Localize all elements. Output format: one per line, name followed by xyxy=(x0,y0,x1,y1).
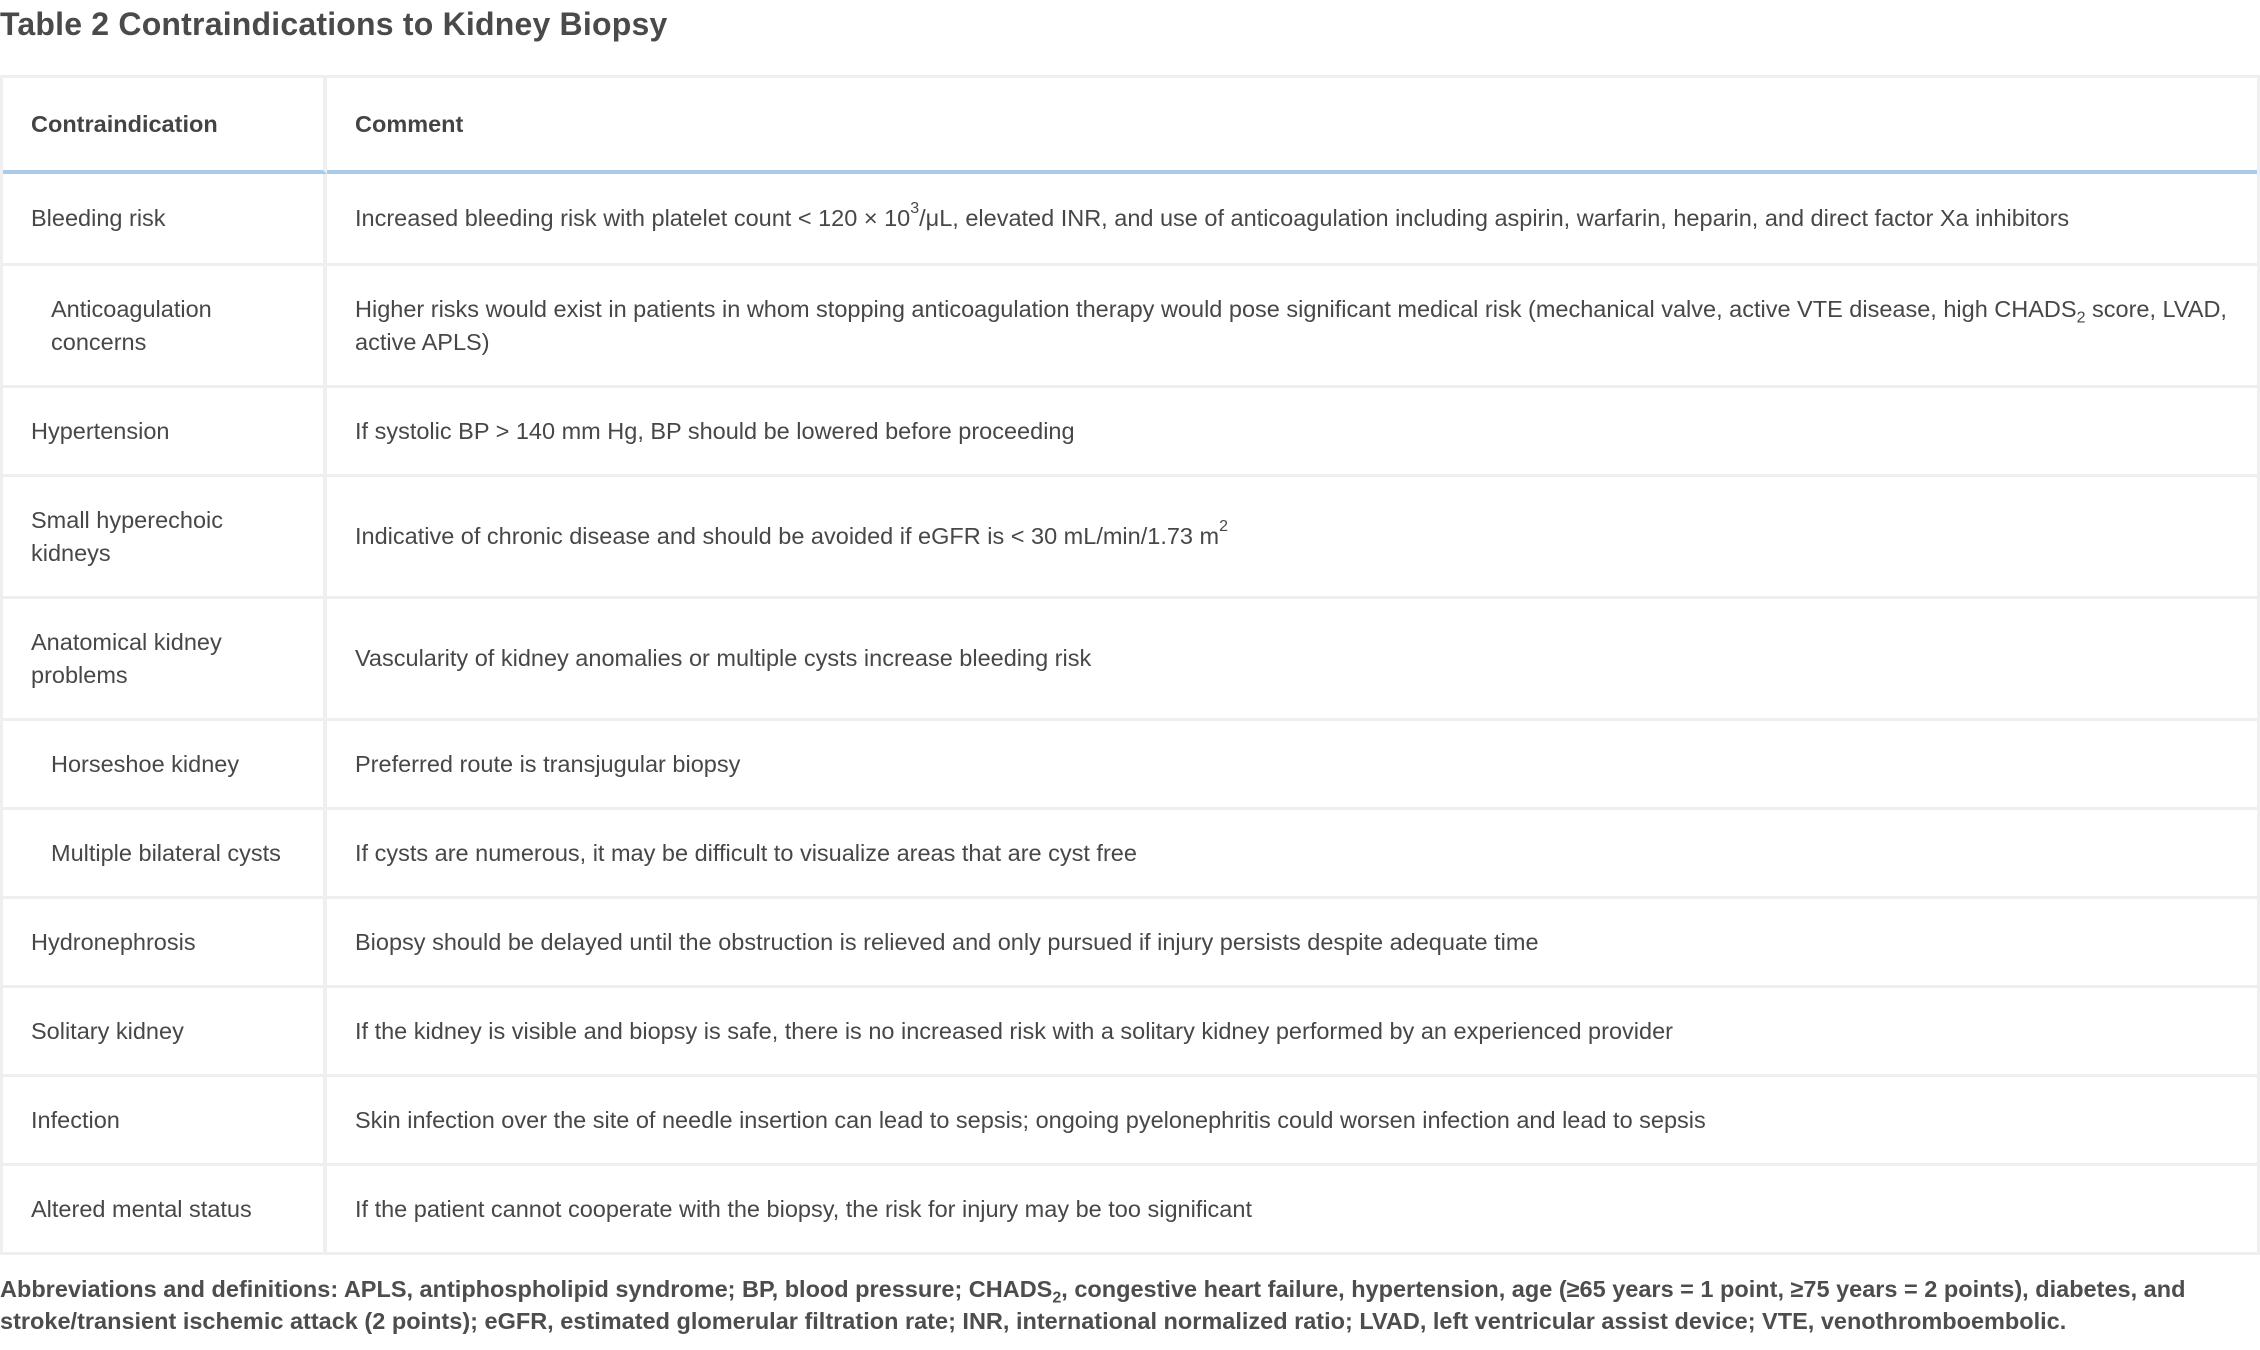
comment-cell: If systolic BP > 140 mm Hg, BP should be lowered before proceeding xyxy=(327,385,2257,474)
table-row xyxy=(3,596,2257,718)
contraindication-cell: Anatomical kidney problems xyxy=(3,596,327,718)
contraindication-cell: Anticoagulation concerns xyxy=(3,263,327,385)
comment-text: Higher risks would exist in patients in whom stopping anticoagulation therapy would pose significant medical risk (mechanical valve, active VTE disease, high CHADS xyxy=(355,295,2077,322)
comment-cell: Skin infection over the site of needle insertion can lead to sepsis; ongoing pyelonephritis could worsen infection and lead to sepsis xyxy=(327,1074,2257,1163)
table-row xyxy=(3,807,2257,896)
comment-cell: If cysts are numerous, it may be difficult to visualize areas that are cyst free xyxy=(327,807,2257,896)
column-header-comment: Comment xyxy=(327,78,2257,174)
footnote-text: Abbreviations and definitions: APLS, antiphospholipid syndrome; BP, blood pressure; CHADS xyxy=(0,1276,1053,1302)
table-row xyxy=(3,385,2257,474)
table-row xyxy=(3,174,2257,263)
table-footnote xyxy=(0,1273,2230,1337)
table-row xyxy=(3,1074,2257,1163)
comment-cell: If the patient cannot cooperate with the biopsy, the risk for injury may be too significant xyxy=(327,1163,2257,1252)
comment-cell xyxy=(327,474,2257,596)
contraindication-cell: Bleeding risk xyxy=(3,174,327,263)
comment-cell xyxy=(327,174,2257,263)
comment-text: Increased bleeding risk with platelet count < 120 × 10 xyxy=(355,205,911,231)
column-header-contraindication: Contraindication xyxy=(3,78,327,174)
contraindication-cell: Hydronephrosis xyxy=(3,896,327,985)
table-row xyxy=(3,1163,2257,1252)
comment-cell: Vascularity of kidney anomalies or multiple cysts increase bleeding risk xyxy=(327,596,2257,718)
contraindication-cell: Hypertension xyxy=(3,385,327,474)
superscript: 3 xyxy=(910,200,920,218)
contraindication-cell: Multiple bilateral cysts xyxy=(3,807,327,896)
comment-cell: If the kidney is visible and biopsy is safe, there is no increased risk with a solitary kidney performed by an experienced provider xyxy=(327,985,2257,1074)
contraindication-cell: Altered mental status xyxy=(3,1163,327,1252)
contraindications-table-container xyxy=(0,75,2260,1255)
comment-cell: Biopsy should be delayed until the obstruction is relieved and only pursued if injury persists despite adequate time xyxy=(327,896,2257,985)
contraindications-table xyxy=(0,75,2260,1255)
contraindication-cell: Small hyperechoic kidneys xyxy=(3,474,327,596)
superscript: 2 xyxy=(1219,518,1229,536)
table-title: Table 2 Contraindications to Kidney Biopsy xyxy=(0,6,668,42)
comment-cell: Preferred route is transjugular biopsy xyxy=(327,718,2257,807)
table-row xyxy=(3,896,2257,985)
contraindication-cell: Infection xyxy=(3,1074,327,1163)
subscript: 2 xyxy=(1052,1289,1062,1307)
comment-text: score, LVAD, active APLS) xyxy=(355,295,2227,355)
table-row xyxy=(3,718,2257,807)
footnote-text: , congestive heart failure, hypertension, age (≥65 years = 1 point, ≥75 years = 2 points), diabetes, and stroke/transient ischemic attack (2 points); eGFR, estimated glomerular filtration rate; INR, international normalized ratio; LVAD, left ventricular assist device; VTE, venothromboembolic. xyxy=(0,1276,2186,1334)
table-row xyxy=(3,985,2257,1074)
comment-text: /μL, elevated INR, and use of anticoagulation including aspirin, warfarin, heparin, and direct factor Xa inhibitors xyxy=(919,205,2070,231)
subscript: 2 xyxy=(2076,309,2086,327)
table-header-row xyxy=(3,78,2257,174)
contraindication-cell: Horseshoe kidney xyxy=(3,718,327,807)
table-row xyxy=(3,474,2257,596)
comment-cell xyxy=(327,263,2257,385)
comment-text: Indicative of chronic disease and should be avoided if eGFR is < 30 mL/min/1.73 m xyxy=(355,523,1220,549)
table-row xyxy=(3,263,2257,385)
contraindication-cell: Solitary kidney xyxy=(3,985,327,1074)
